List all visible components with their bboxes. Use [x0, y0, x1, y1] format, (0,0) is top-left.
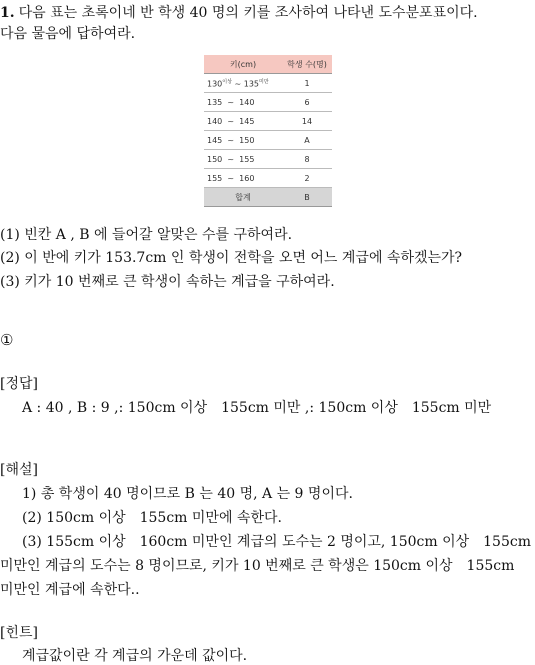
header-height: 키(cm)	[204, 55, 282, 74]
explanation-line-2: (2) 150cm 이상 155cm 미만에 속한다.	[22, 510, 282, 526]
problem-text: 다음 표는 초록이네 반 학생 40 명의 키를 조사하여 나타낸 도수분포표이다.	[18, 5, 478, 21]
question-1: (1) 빈칸 A , B 에 들어갈 알맞은 수를 구하여라.	[0, 227, 293, 243]
table-header-row	[204, 55, 332, 74]
question-2: (2) 이 반에 키가 153.7cm 인 학생이 전학을 오면 어느 계급에 속하겠는가?	[0, 250, 463, 266]
header-count: 학생 수(명)	[282, 55, 332, 74]
answer-text: A : 40 , B : 9 ,: 150cm 이상 155cm 미만 ,: 150cm 이상 155cm 미만	[22, 400, 492, 416]
table-row	[204, 150, 332, 169]
class-count: 8	[282, 150, 332, 169]
answer-label: [정답]	[0, 376, 38, 392]
class-count: A	[282, 131, 332, 150]
class-count: 6	[282, 93, 332, 112]
table-row	[204, 93, 332, 112]
class-range: 150 ~ 155	[204, 150, 282, 169]
class-count: 2	[282, 169, 332, 188]
explanation-line-5: 미만인 계급에 속한다..	[0, 582, 140, 598]
table-row	[204, 112, 332, 131]
class-range: 140 ~ 145	[204, 112, 282, 131]
problem-number: 1.	[0, 5, 15, 21]
explanation-line-3: (3) 155cm 이상 160cm 미만인 계급의 도수는 2 명이고, 150cm 이상 155cm	[22, 534, 531, 550]
frequency-table	[204, 55, 332, 207]
class-range: 135 ~ 140	[204, 93, 282, 112]
class-count: 14	[282, 112, 332, 131]
explanation-line-4: 미만인 계급의 도수는 8 명이므로, 키가 10 번째로 큰 학생은 150cm 이상 155cm	[0, 558, 515, 574]
question-3: (3) 키가 10 번째로 큰 학생이 속하는 계급을 구하여라.	[0, 274, 335, 290]
problem-line-2: 다음 물음에 답하여라.	[0, 26, 136, 42]
hint-text: 계급값이란 각 계급의 가운데 값이다.	[22, 648, 248, 664]
class-range: 145 ~ 150	[204, 131, 282, 150]
problem-line-1	[0, 4, 478, 22]
table-row	[204, 131, 332, 150]
hint-label: [힌트]	[0, 625, 38, 641]
circled-marker: ①	[0, 331, 14, 349]
class-count: 1	[282, 74, 332, 93]
class-range: 155 ~ 160	[204, 169, 282, 188]
table-row	[204, 74, 332, 93]
explanation-line-1: 1) 총 학생이 40 명이므로 B 는 40 명, A 는 9 명이다.	[22, 486, 353, 502]
total-label: 합계	[204, 188, 282, 207]
table-total-row	[204, 188, 332, 207]
total-value: B	[282, 188, 332, 207]
table-row	[204, 169, 332, 188]
explanation-label: [해설]	[0, 462, 38, 478]
class-range: $130^{이상}$ ~ $135^{미만}$	[204, 74, 282, 93]
